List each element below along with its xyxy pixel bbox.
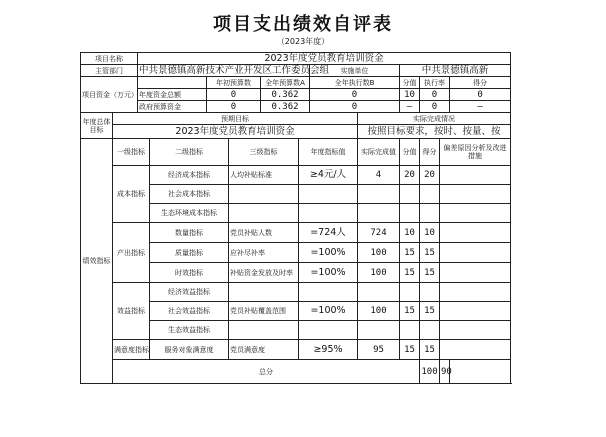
effect-2-target: =100%: [299, 302, 358, 321]
effect-3-score: [420, 321, 440, 340]
funds-total-exec: 0: [310, 89, 400, 101]
output-label: 产出指标: [113, 223, 150, 283]
output-3-score: 15: [420, 263, 440, 283]
col-score: 得分: [450, 77, 511, 89]
row-department: [81, 65, 511, 77]
impl-label: 实施单位: [310, 65, 400, 77]
funds-total-rate: 0: [420, 89, 450, 101]
satisfaction-label: 满意度指标: [113, 340, 150, 360]
satisfaction-weight: 15: [400, 340, 420, 360]
satisfaction-reason: [440, 340, 511, 360]
cost-2-target: [299, 185, 358, 204]
output-3-actual: 100: [358, 263, 400, 283]
col-init-budget: 年初预算数: [207, 77, 261, 89]
self-evaluation-table: [80, 52, 511, 384]
row-satisfaction: [81, 340, 511, 360]
total-score: 90: [440, 360, 450, 384]
total-label: 总分: [113, 360, 420, 384]
effect-2-actual: 100: [358, 302, 400, 321]
effect-label: 效益指标: [113, 283, 150, 340]
output-2-score: 15: [420, 243, 440, 263]
funds-gov-rate: 0: [420, 101, 450, 113]
funds-gov-weight: —: [400, 101, 420, 113]
cost-1-l2: 经济成本指标: [150, 166, 229, 185]
output-2-l2: 质量指标: [150, 243, 229, 263]
goals-expected: 2023年度党员教育培训资金: [113, 125, 358, 139]
output-1-reason: [440, 223, 511, 243]
effect-2-weight: 15: [400, 302, 420, 321]
effect-3-reason: [440, 321, 511, 340]
effect-3-weight: [400, 321, 420, 340]
head-actual: 实际完成值: [358, 139, 400, 166]
row-goals-header: [81, 113, 511, 125]
row-effect-1: [81, 283, 511, 302]
goals-actual-label: 实际完成情况: [358, 113, 511, 125]
effect-1-weight: [400, 283, 420, 302]
cost-2-l2: 社会成本指标: [150, 185, 229, 204]
goals-actual: 按照目标要求，按时、按量、按: [358, 125, 511, 139]
page-title: 项目支出绩效自评表: [213, 14, 393, 35]
col-score-weight: 分值: [400, 77, 420, 89]
output-2-weight: 15: [400, 243, 420, 263]
col-annual-budget: 全年预算数A: [261, 77, 310, 89]
funds-total-label: 年度资金总额: [138, 89, 207, 101]
funds-total-score: 0: [450, 89, 511, 101]
effect-1-actual: [358, 283, 400, 302]
row-funds-gov: [81, 101, 511, 113]
effect-2-reason: [440, 302, 511, 321]
effect-2-l3: 党员补贴覆盖范围: [229, 302, 299, 321]
col-exec-rate: 执行率: [420, 77, 450, 89]
cost-3-l2: 生态环境成本指标: [150, 204, 229, 223]
effect-1-l3: [229, 283, 299, 302]
cost-2-actual: [358, 185, 400, 204]
funds-gov-label: 政府预算资金: [138, 101, 207, 113]
dept-label: 主管部门: [81, 65, 138, 77]
funds-gov-exec: 0: [310, 101, 400, 113]
funds-label: 项目资金（万元）: [81, 77, 138, 113]
total-reason: [450, 360, 511, 384]
effect-1-target: [299, 283, 358, 302]
row-output-1: [81, 223, 511, 243]
output-1-actual: 724: [358, 223, 400, 243]
row-funds-total: [81, 89, 511, 101]
cost-3-target: [299, 204, 358, 223]
head-weight: 分值: [400, 139, 420, 166]
head-level1: 一级指标: [113, 139, 150, 166]
satisfaction-l3: 党员满意度: [229, 340, 299, 360]
effect-1-score: [420, 283, 440, 302]
cost-3-weight: [400, 204, 420, 223]
output-3-l3: 补贴资金发放及时率: [229, 263, 299, 283]
head-score: 得分: [420, 139, 440, 166]
output-3-l2: 时效指标: [150, 263, 229, 283]
page-subtitle: （2023年度）: [276, 37, 330, 46]
row-funds-header: [81, 77, 511, 89]
cost-1-actual: 4: [358, 166, 400, 185]
head-level3: 三级指标: [229, 139, 299, 166]
dept-value: 中共景德镇高新技术产业开发区工作委员会组: [139, 64, 330, 76]
output-1-score: 10: [420, 223, 440, 243]
effect-3-target: [299, 321, 358, 340]
output-3-weight: 15: [400, 263, 420, 283]
row-cost-1: [81, 166, 511, 185]
cost-3-actual: [358, 204, 400, 223]
output-2-l3: 应补尽补率: [229, 243, 299, 263]
head-level2: 二级指标: [150, 139, 229, 166]
funds-gov-annual: 0.362: [261, 101, 310, 113]
effect-3-l3: [229, 321, 299, 340]
funds-total-annual: 0.362: [261, 89, 310, 101]
output-3-target: =100%: [299, 263, 358, 283]
impl-value: 中共景德镇高新: [400, 65, 511, 77]
satisfaction-l2: 服务对象满意度: [150, 340, 229, 360]
funds-total-weight: 10: [400, 89, 420, 101]
cost-3-reason: [440, 204, 511, 223]
effect-2-l2: 社会效益指标: [150, 302, 229, 321]
satisfaction-actual: 95: [358, 340, 400, 360]
row-perf-header: [81, 139, 511, 166]
goals-expected-label: 预期目标: [113, 113, 358, 125]
cost-2-score: [420, 185, 440, 204]
cost-3-l3: [229, 204, 299, 223]
effect-2-score: 15: [420, 302, 440, 321]
cost-2-l3: [229, 185, 299, 204]
effect-1-reason: [440, 283, 511, 302]
project-name-label: 项目名称: [81, 53, 138, 65]
row-goals-content: [81, 125, 511, 139]
funds-gov-init: 0: [207, 101, 261, 113]
row-project-name: [81, 53, 511, 65]
head-reason: 偏差原因分析及改进措施: [440, 139, 511, 166]
effect-1-l2: 经济效益指标: [150, 283, 229, 302]
goals-label: 年度总体目标: [81, 113, 113, 139]
satisfaction-score: 15: [420, 340, 440, 360]
total-weight: 100: [420, 360, 440, 384]
cost-3-score: [420, 204, 440, 223]
output-1-target: =724人: [299, 223, 358, 243]
cost-2-weight: [400, 185, 420, 204]
cost-1-l3: 人均补贴标准: [229, 166, 299, 185]
funds-empty-head: [138, 77, 207, 89]
row-total: [81, 360, 511, 384]
project-name-value: 2023年度党员教育培训资金: [138, 53, 511, 65]
satisfaction-target: ≥95%: [299, 340, 358, 360]
cost-1-score: 20: [420, 166, 440, 185]
output-1-weight: 10: [400, 223, 420, 243]
cost-1-target: ≥4元/人: [299, 166, 358, 185]
funds-gov-score: —: [450, 101, 511, 113]
perf-section-label: 绩效指标: [81, 139, 113, 384]
output-1-l2: 数量指标: [150, 223, 229, 243]
output-2-reason: [440, 243, 511, 263]
effect-3-l2: 生态效益指标: [150, 321, 229, 340]
cost-1-reason: [440, 166, 511, 185]
cost-1-weight: 20: [400, 166, 420, 185]
output-1-l3: 党员补贴人数: [229, 223, 299, 243]
effect-3-actual: [358, 321, 400, 340]
output-2-target: =100%: [299, 243, 358, 263]
head-target: 年度指标值: [299, 139, 358, 166]
col-annual-exec: 全年执行数B: [310, 77, 400, 89]
funds-total-init: 0: [207, 89, 261, 101]
cost-label: 成本指标: [113, 166, 150, 223]
output-3-reason: [440, 263, 511, 283]
cost-2-reason: [440, 185, 511, 204]
output-2-actual: 100: [358, 243, 400, 263]
